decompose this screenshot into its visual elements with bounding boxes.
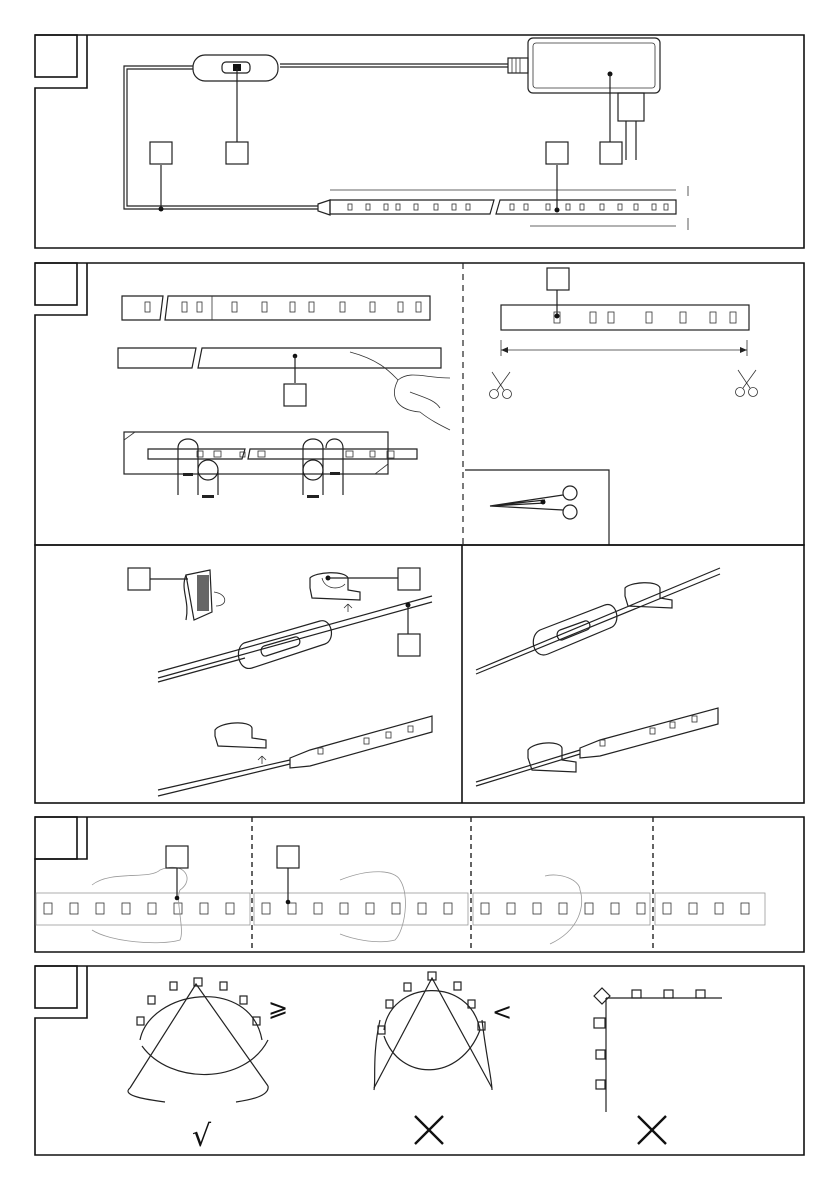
led-mark xyxy=(585,903,593,914)
led-mark xyxy=(481,903,489,914)
led-mark xyxy=(444,903,452,914)
led-mark xyxy=(663,903,671,914)
led-mark xyxy=(608,312,614,323)
led-mark xyxy=(680,312,686,323)
panel-5-frame xyxy=(35,966,804,1155)
led-mark xyxy=(510,204,514,210)
led-mark xyxy=(226,903,234,914)
check-mark: √ xyxy=(192,1119,212,1154)
led-strip-segment xyxy=(165,296,430,320)
scissors-detail-box xyxy=(465,470,609,545)
pressing-strip xyxy=(124,432,417,498)
callout-box xyxy=(398,634,420,656)
callout-box xyxy=(166,846,188,868)
led-mark xyxy=(148,903,156,914)
panel-5-number-box xyxy=(35,966,77,1008)
led-strip xyxy=(330,165,688,230)
led-mark xyxy=(533,903,541,914)
led-mark xyxy=(416,302,421,312)
callout-box xyxy=(398,568,420,590)
strip-segment xyxy=(473,893,650,925)
hand-outline xyxy=(92,867,187,942)
hand-outline xyxy=(340,872,405,942)
led-marks xyxy=(600,716,697,746)
led-mark xyxy=(618,204,622,210)
cable-with-switch xyxy=(124,55,508,215)
panel-1-number-box xyxy=(35,35,77,77)
corner-incorrect xyxy=(594,988,722,1144)
panel-3 xyxy=(35,545,804,803)
led-mark xyxy=(182,302,187,312)
led-mark xyxy=(174,903,182,914)
symbol-lt: < xyxy=(492,998,513,1026)
callout-box xyxy=(546,142,568,164)
led-mark xyxy=(566,204,570,210)
panel-4-frame xyxy=(35,817,804,952)
led-mark xyxy=(418,903,426,914)
strip-segment xyxy=(254,893,468,925)
led-mark xyxy=(710,312,716,323)
led-mark xyxy=(288,903,296,914)
led-mark xyxy=(559,903,567,914)
strip-segment xyxy=(36,893,250,925)
symbol-ge: ⩾ xyxy=(268,994,289,1022)
bend-incorrect xyxy=(374,972,512,1144)
panel-1 xyxy=(35,35,804,248)
panel-4-number-box xyxy=(35,817,77,859)
led-mark xyxy=(348,204,352,210)
mounting-clip xyxy=(310,573,360,612)
led-mark xyxy=(434,204,438,210)
led-marks xyxy=(554,312,736,323)
led-mark xyxy=(290,302,295,312)
led-mark xyxy=(664,204,668,210)
panel-2-number-box xyxy=(35,263,77,305)
led-mark xyxy=(370,302,375,312)
led-mark xyxy=(414,204,418,210)
callout-box xyxy=(128,568,150,590)
led-mark xyxy=(634,204,638,210)
led-mark xyxy=(200,903,208,914)
led-mark xyxy=(652,204,656,210)
led-mark xyxy=(392,903,400,914)
callout-box xyxy=(150,142,172,164)
led-mark xyxy=(398,302,403,312)
led-mark xyxy=(309,302,314,312)
led-mark xyxy=(366,903,374,914)
adhesive-backing xyxy=(118,348,450,430)
mounting-clip xyxy=(215,723,266,764)
led-mark xyxy=(44,903,52,914)
led-mark xyxy=(122,903,130,914)
led-mark xyxy=(730,312,736,323)
led-mark xyxy=(262,903,270,914)
led-mark xyxy=(689,903,697,914)
power-adapter xyxy=(508,38,660,160)
led-mark xyxy=(646,312,652,323)
led-mark xyxy=(314,903,322,914)
led-mark xyxy=(340,302,345,312)
led-mark xyxy=(340,903,348,914)
led-mark xyxy=(197,302,202,312)
scissors-icon xyxy=(736,370,758,397)
scissors-icon xyxy=(490,372,512,399)
led-marks xyxy=(318,726,413,754)
led-mark xyxy=(524,204,528,210)
led-mark xyxy=(96,903,104,914)
led-mark xyxy=(452,204,456,210)
led-mark xyxy=(262,302,267,312)
measure-strip xyxy=(501,268,749,356)
led-mark xyxy=(466,204,470,210)
led-mark xyxy=(580,204,584,210)
led-mark xyxy=(600,204,604,210)
led-mark xyxy=(366,204,370,210)
mounting-clip-detail xyxy=(184,570,225,620)
led-mark xyxy=(546,204,550,210)
callout-box xyxy=(277,846,299,868)
cross-mark xyxy=(415,1116,443,1144)
cross-mark xyxy=(638,1116,666,1144)
led-mark xyxy=(232,302,237,312)
led-mark xyxy=(145,302,150,312)
callout-box xyxy=(226,142,248,164)
callout-box xyxy=(600,142,622,164)
led-mark xyxy=(715,903,723,914)
led-mark xyxy=(396,204,400,210)
bend-correct xyxy=(128,978,288,1154)
led-mark xyxy=(741,903,749,914)
led-mark xyxy=(70,903,78,914)
hand-outline xyxy=(545,875,582,944)
led-mark xyxy=(507,903,515,914)
led-strip-segment xyxy=(122,296,163,320)
strip-segment xyxy=(655,893,765,925)
led-marks xyxy=(348,204,668,210)
led-mark xyxy=(637,903,645,914)
strip-sequence xyxy=(36,893,765,925)
led-marks xyxy=(145,302,421,312)
panel-4 xyxy=(35,817,804,952)
inline-switch xyxy=(533,605,617,655)
led-mark xyxy=(611,903,619,914)
led-mark xyxy=(590,312,596,323)
led-mark xyxy=(384,204,388,210)
panel-5 xyxy=(35,966,804,1155)
panel-2 xyxy=(35,263,804,545)
